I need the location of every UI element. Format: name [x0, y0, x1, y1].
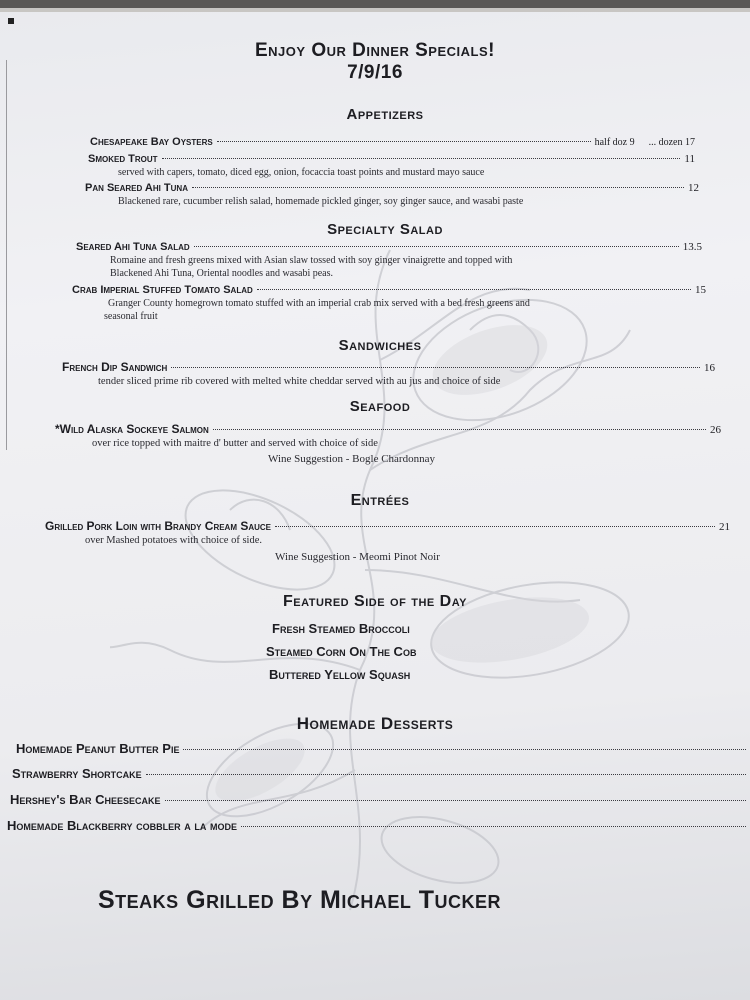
menu-date: 7/9/16: [347, 62, 403, 83]
item-name: Smoked Trout: [88, 153, 158, 165]
section-heading-seafood: Seafood: [349, 398, 411, 415]
item-description-line2: seasonal fruit: [104, 311, 158, 322]
item-name: Homemade Blackberry cobbler a la mode: [7, 818, 237, 833]
menu-item-grilled-pork-loin: [45, 519, 730, 533]
item-name: Homemade Peanut Butter Pie: [16, 741, 180, 756]
dessert-item: [12, 766, 750, 781]
item-description-line1: Granger County homegrown tomato stuffed with an imperial crab mix served with a bed fresh greens and: [108, 298, 530, 309]
dessert-item: [10, 792, 750, 807]
dot-leader: [217, 141, 591, 142]
dot-leader: [171, 367, 700, 368]
dot-leader: [162, 158, 681, 159]
item-name: Pan Seared Ahi Tuna: [85, 182, 188, 194]
item-name: *Wild Alaska Sockeye Salmon: [55, 422, 209, 436]
item-price-half: half doz 9: [594, 137, 635, 148]
item-price: 12: [688, 182, 699, 194]
section-heading-featured-side: Featured Side of the Day: [282, 593, 468, 610]
item-name: Crab Imperial Stuffed Tomato Salad: [72, 284, 253, 296]
paper-top-edge: [0, 0, 750, 8]
item-name: Hershey's Bar Cheesecake: [10, 792, 161, 807]
item-price: 15: [695, 284, 706, 296]
featured-side-item: Fresh Steamed Broccoli: [272, 621, 410, 636]
menu-item-pan-seared-ahi-tuna: [85, 182, 699, 194]
featured-side-item: Steamed Corn On The Cob: [266, 644, 417, 659]
item-name: Grilled Pork Loin with Brandy Cream Sauce: [45, 519, 271, 533]
dot-leader: [257, 289, 691, 290]
dot-leader: [194, 246, 679, 247]
menu-item-seared-ahi-tuna-salad: [76, 241, 702, 253]
item-name: Chesapeake Bay Oysters: [90, 136, 213, 148]
item-description: Blackened rare, cucumber relish salad, homemade pickled ginger, soy ginger sauce, and wasabi paste: [118, 196, 524, 207]
section-heading-appetizers: Appetizers: [346, 106, 424, 123]
item-description: over rice topped with maitre d' butter and served with choice of side: [92, 438, 378, 449]
item-description: over Mashed potatoes with choice of side.: [85, 535, 262, 546]
section-heading-sandwiches: Sandwiches: [338, 337, 422, 354]
section-heading-entrees: Entrées: [350, 492, 410, 509]
item-description: served with capers, tomato, diced egg, onion, focaccia toast points and mustard mayo sauce: [118, 167, 485, 178]
chef-credit: Steaks Grilled By Michael Tucker: [98, 886, 502, 914]
item-description-line2: Blackened Ahi Tuna, Oriental noodles and wasabi peas.: [110, 268, 334, 279]
item-name: French Dip Sandwich: [62, 360, 168, 374]
item-description-line1: Romaine and fresh greens mixed with Asian slaw tossed with soy ginger vinaigrette and topped with: [110, 255, 513, 266]
dot-leader: [146, 774, 746, 775]
corner-mark: [8, 18, 14, 24]
dot-leader: [192, 187, 684, 188]
item-price: 16: [704, 362, 715, 374]
floral-watermark-illustration: [110, 210, 670, 970]
dot-leader: [213, 429, 706, 430]
menu-item-smoked-trout: [88, 153, 695, 165]
menu-item-wild-alaska-sockeye-salmon: [55, 422, 721, 436]
menu-title: Enjoy Our Dinner Specials!: [255, 40, 495, 61]
item-description: tender sliced prime rib covered with melted white cheddar served with au jus and choice of side: [98, 376, 501, 387]
item-price: 21: [719, 521, 730, 533]
section-heading-desserts: Homemade Desserts: [296, 714, 454, 733]
dot-leader: [165, 800, 746, 801]
dessert-item: [16, 741, 750, 756]
featured-side-item: Buttered Yellow Squash: [269, 667, 411, 682]
section-heading-specialty-salad: Specialty Salad: [327, 221, 443, 238]
dot-leader: [241, 826, 746, 827]
item-price-dozen: ... dozen 17: [648, 137, 695, 148]
item-name: Seared Ahi Tuna Salad: [76, 241, 190, 253]
menu-item-chesapeake-oysters: [90, 136, 695, 148]
item-name: Strawberry Shortcake: [12, 766, 142, 781]
dessert-item: [7, 818, 750, 833]
menu-item-crab-imperial-tomato-salad: [72, 284, 706, 296]
dot-leader: [275, 526, 715, 527]
dot-leader: [183, 749, 746, 750]
wine-suggestion: Wine Suggestion - Bogle Chardonnay: [268, 453, 435, 465]
paper-fold-shadow: [0, 8, 750, 12]
item-price: 13.5: [682, 241, 702, 253]
wine-suggestion: Wine Suggestion - Meomi Pinot Noir: [275, 551, 440, 563]
menu-item-french-dip-sandwich: [62, 360, 715, 374]
item-price: 11: [684, 153, 695, 165]
item-price: 26: [710, 424, 721, 436]
